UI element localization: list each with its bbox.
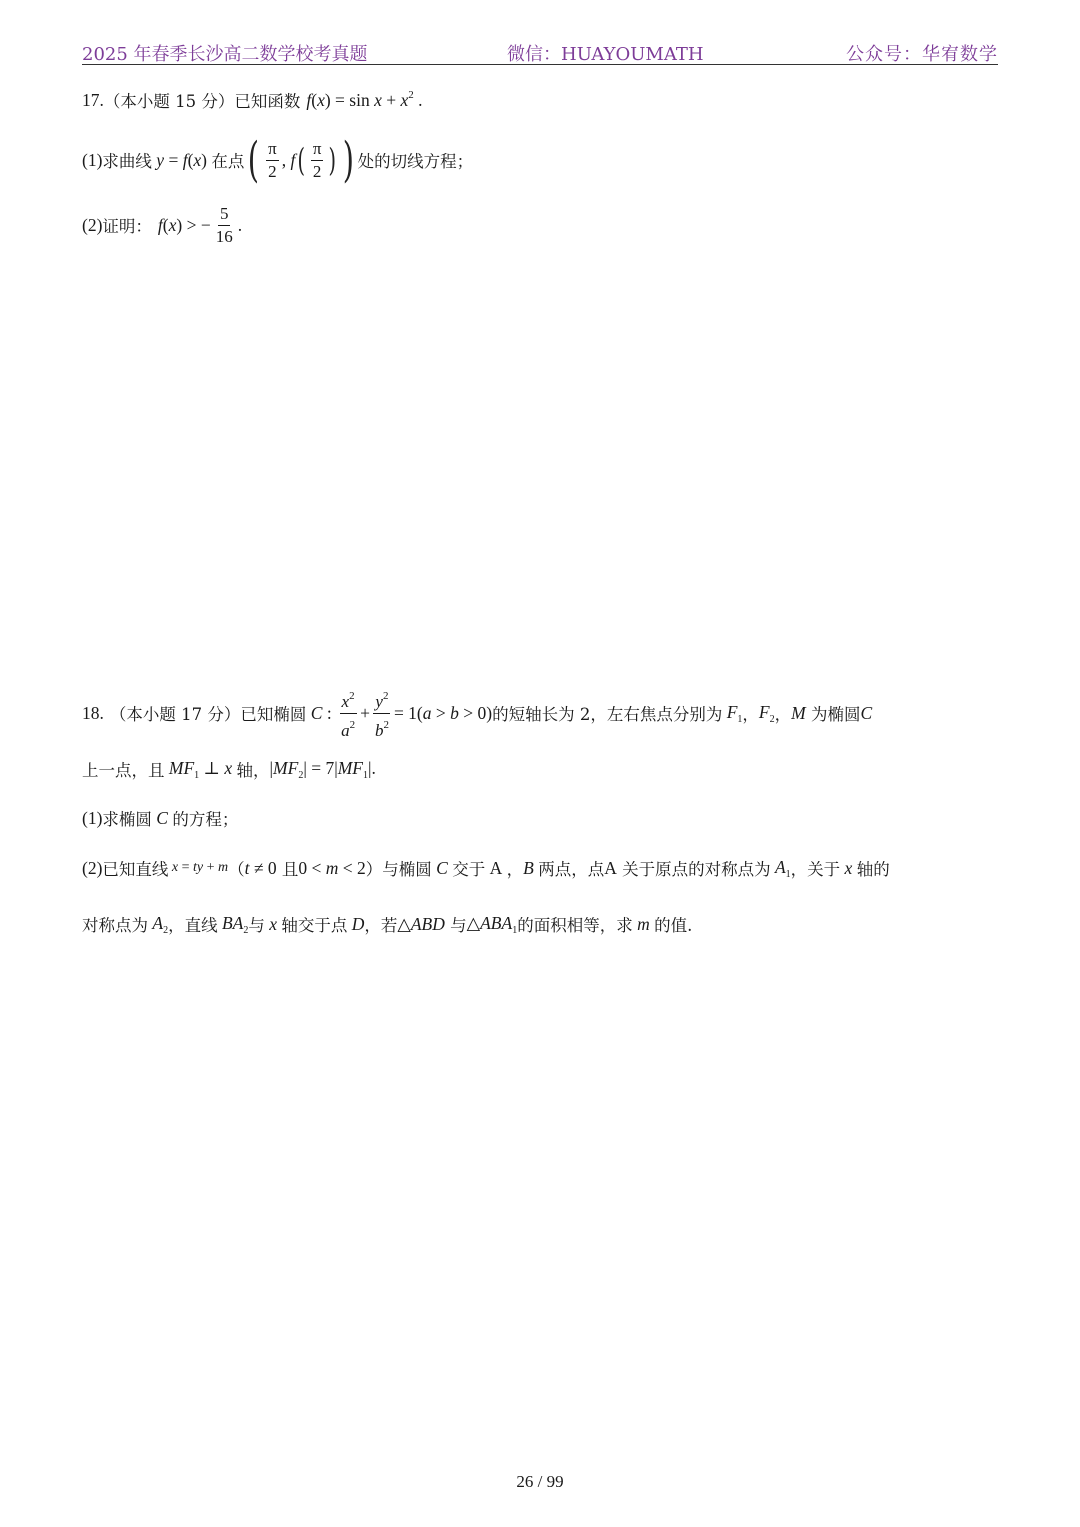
- header-exam-title: 2025 年春季长沙高二数学校考真题: [82, 44, 368, 65]
- q17-part2: (2) 证明： f(x) > − $\frac{5}{16}$ .: [82, 203, 243, 246]
- page-number: 26 / 99: [516, 1472, 564, 1491]
- q17-function: $f(x) = \sin x + x^2$: [306, 89, 414, 110]
- q17-intro: （本小题 15 分）已知函数: [103, 92, 301, 111]
- header-official-account: 公众号：华宥数学: [846, 44, 998, 65]
- q18-part2-line2: 对称点为 $A_2$ ，直线 $BA_2$ 与 x 轴交于点 D ，若 △ABD 与 $\triangle ABA_1$ 的面积相等，求 m 的值.: [82, 912, 693, 936]
- page-header: [82, 38, 998, 65]
- q17-stem: 17. （本小题 15 分）已知函数 $f(x) = \sin x + x^2$ .: [82, 89, 423, 111]
- q18-condition: 上一点，且 $MF_1$ ⊥ x 轴， $|MF_2| = 7|MF_1|$.: [82, 757, 376, 781]
- q18-stem: 18. （本小题 17 分）已知椭圆 C : $\frac{x^2}{a^2}$ + $\frac{y^2}{b^2}$ = 1(a > b > 0) 的短轴长为 2，左右焦点分别为 $F_1$ ， $F_2$ ， M 为椭圆 C: [82, 688, 872, 738]
- header-wechat: 微信：HUAYOUMATH: [507, 44, 704, 65]
- q18-part2-line1: (2) 已知直线 x = ty + m （ t ≠ 0 且 0 < m < 2 ）与椭圆 C 交于 A ， B 两点，点 A 关于原点的对称点为 $A_1$ ，关于 x 轴的: [82, 856, 890, 880]
- q17-part1: (1) 求曲线 y = f(x) 在点 ( $\frac{\pi}{2}$ , f ( $\frac{\pi}{2}$ ) ) 处的切线方程；: [82, 132, 474, 188]
- q17-number: 17.: [82, 89, 104, 110]
- q18-part1: (1) 求椭圆 C 的方程；: [82, 807, 239, 829]
